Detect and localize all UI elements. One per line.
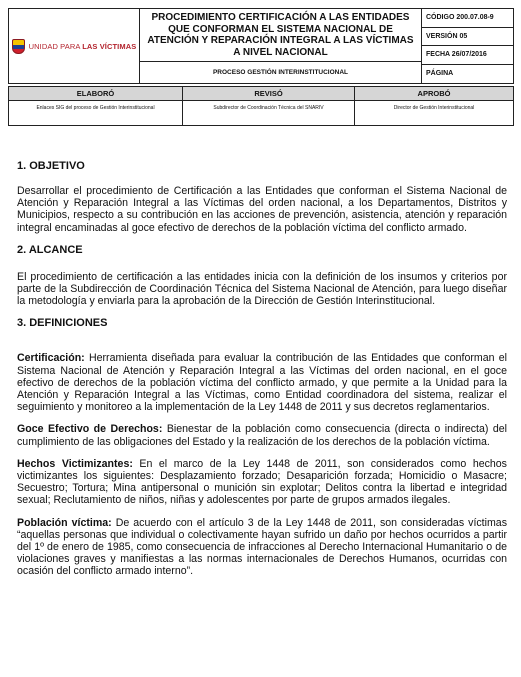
document-body (17, 160, 507, 578)
process-name: PROCESO GESTIÓN INTERINSTITUCIONAL (140, 62, 422, 83)
unidad-victimas-logo (12, 39, 137, 54)
elaboro-value: Enlaces SIG del proceso de Gestión Interinstitucional (9, 101, 183, 125)
reviso-value: Subdirector de Coordinación Técnica del SNARIV (183, 101, 355, 125)
logo-cell (9, 9, 140, 83)
aprobo-value: Director de Gestión Interinstitucional (393, 105, 475, 111)
definition-poblacion-victima: Población víctima: De acuerdo con el artículo 3 de la Ley 1448 de 2011, son consideradas víctimas “aquellas personas que individual o colectivamente hayan sufrido un daño por hechos ocurridos a partir del 1º de enero de 1985, como consecuencia de infracciones al Derecho Internacional Humanitario o de violaciones graves y manifiestas a las normas internacionales de Derechos Humanos, ocurridas con ocasión del conflicto armado interno”. (17, 516, 507, 578)
document-page-label: PÁGINA (426, 69, 454, 77)
aprobo-header: APROBÓ (355, 87, 513, 101)
document-metadata (422, 9, 513, 83)
definition-certificacion: Certificación: Herramienta diseñada para evaluar la contribución de las Entidades que conforman el Sistema Nacional de Atención y Reparación Integral a las Víctimas del orden nacional, en el goce efectivo de derechos de la población víctima del conflicto armado, y que permite a la Unidad para la Atención y Reparación Integral a las Víctimas, como Entidad coordinadora del sistema, realizar el seguimiento y monitoreo a la implementación de la Ley 1448 de 2011 y sus decretos reglamentarios. (17, 352, 507, 414)
signatures-table (8, 86, 514, 126)
document-title: PROCEDIMIENTO CERTIFICACIÓN A LAS ENTIDADES QUE CONFORMAN EL SISTEMA NACIONAL DE ATENCIÓN Y REPARACIÓN INTEGRAL A LAS VÍCTIMAS A NIVEL NACIONAL (147, 12, 414, 58)
definition-hechos-victimizantes: Hechos Victimizantes: En el marco de la Ley 1448 de 2011, son considerados como hechos victimizantes los siguientes: Desplazamiento forzado; Desaparición forzada; Homicidio o Masacre; Secuestro; Tortura; Mina antipersonal o munición sin explotar; Delitos contra la libertad e integridad sexual; Reclutamiento de niños, niñas y adolescentes por parte de grupos armados ilegales. (17, 457, 507, 507)
document-header-table (8, 8, 514, 84)
section-heading-alcance: 2. ALCANCE (17, 243, 83, 256)
document-date: FECHA 26/07/2016 (422, 46, 513, 65)
section-heading-objetivo: 1. OBJETIVO (17, 160, 85, 172)
reviso-header: REVISÓ (183, 87, 355, 101)
objetivo-paragraph: Desarrollar el procedimiento de Certificación a las Entidades que conforman el Sistema Nacional de Atención y Reparación Integral a las Víctimas del orden nacional, a los Departamentos, Distritos y Municipios, respecto a su contribución en las acciones de prevención, asistencia, atención y reparación integral encaminadas al goce efectivo de derechos de la población víctima del conflicto armado. (17, 185, 507, 234)
document-code: CÓDIGO 200.07.08-9 (422, 9, 513, 28)
document-title-cell (140, 9, 422, 62)
definition-goce-efectivo: Goce Efectivo de Derechos: Bienestar de la población como consecuencia (directa o indirecta) del cumplimiento de las obligaciones del Estado y la realización de los derechos de la población víctima. (17, 423, 507, 448)
section-heading-definiciones: 3. DEFINICIONES (17, 317, 108, 330)
colombia-shield-icon (12, 39, 25, 54)
logo-text: UNIDAD PARA LAS VÍCTIMAS (28, 41, 137, 51)
elaboro-header: ELABORÓ (9, 87, 183, 101)
alcance-paragraph: El procedimiento de certificación a las entidades inicia con la definición de los insumos y criterios por parte de la Subdirección de Coordinación Técnica del Sistema Nacional de Atención, para luego diseñar la metodología y enviarla para la aprobación de la Dirección de Gestión Interinstitucional. (17, 270, 507, 308)
document-version: VERSIÓN 05 (422, 28, 513, 47)
